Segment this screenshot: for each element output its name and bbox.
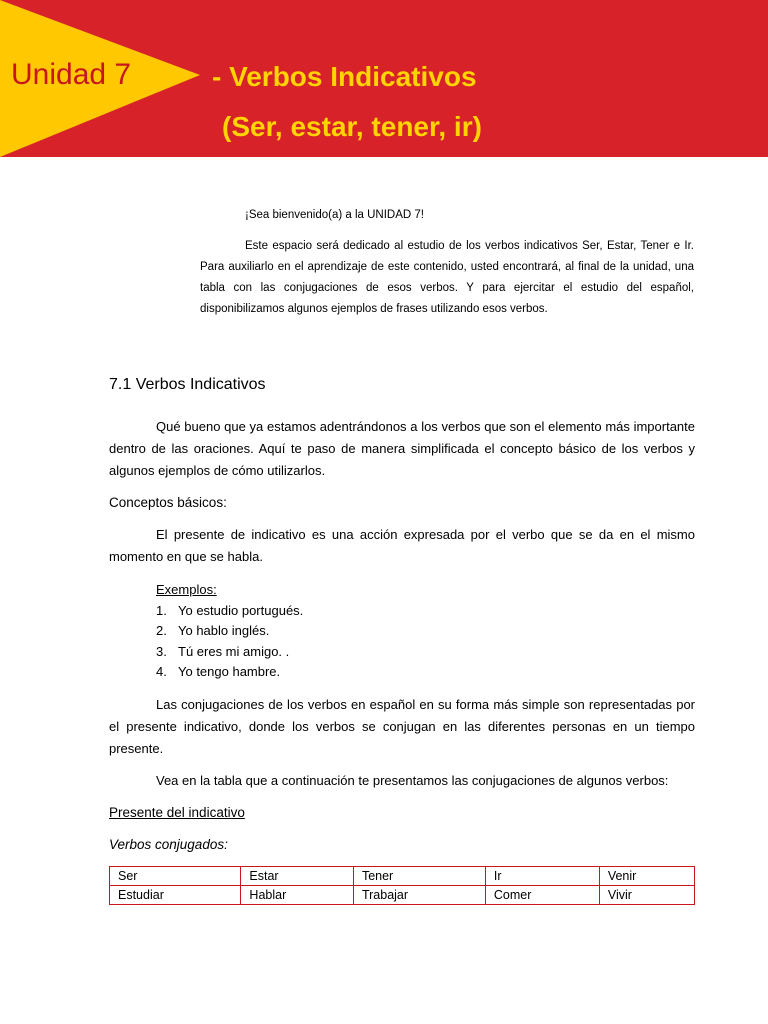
table-row bbox=[110, 885, 695, 904]
header-banner bbox=[0, 0, 768, 157]
list-text: Yo estudio portugués. bbox=[178, 602, 304, 618]
table-cell: Estar bbox=[241, 866, 354, 885]
paragraph-table-intro: Vea en la tabla que a continuación te presentamos las conjugaciones de algunos verbos: bbox=[156, 772, 669, 788]
welcome-text: ¡Sea bienvenido(a) a la UNIDAD 7! bbox=[245, 209, 424, 221]
intro-block bbox=[200, 205, 694, 320]
page-subtitle: (Ser, estar, tener, ir) bbox=[222, 111, 482, 142]
table-cell: Vivir bbox=[599, 885, 694, 904]
list-number: 3. bbox=[156, 643, 167, 659]
examples-title: Exemplos: bbox=[156, 582, 217, 597]
table-cell: Comer bbox=[485, 885, 599, 904]
list-item bbox=[156, 642, 695, 663]
paragraph-intro: Qué bueno que ya estamos adentrándonos a los verbos que son el elemento más importante dentro de las oraciones. Aquí te paso de manera simplificada el concepto básico de los verbos y algunos ejemplos de cómo utilizarlos. bbox=[109, 419, 695, 478]
list-text: Yo tengo hambre. bbox=[178, 664, 281, 679]
list-item bbox=[156, 601, 695, 622]
table-cell: Tener bbox=[353, 866, 485, 885]
table-row bbox=[110, 866, 695, 885]
list-text: Yo hablo inglés. bbox=[178, 623, 270, 638]
table-cell: Trabajar bbox=[353, 885, 485, 904]
table-cell: Ser bbox=[110, 866, 241, 885]
list-item bbox=[156, 621, 695, 642]
table-cell: Ir bbox=[485, 866, 599, 885]
paragraph-definition: El presente de indicativo es una acción expresada por el verbo que se da en el mismo momento en que se habla. bbox=[109, 527, 695, 564]
intro-paragraph: Este espacio será dedicado al estudio de los verbos indicativos Ser, Estar, Tener e Ir. Para auxiliarlo en el aprendizaje de este contenido, usted encontrará, al final de la unidad, una tabla con las conjugaciones de esos verbos. Y para ejercitar el estudio del español, disponibilizamos algunos ejemplos de frases utilizando esos verbos. bbox=[200, 240, 694, 315]
table-cell: Hablar bbox=[241, 885, 354, 904]
unit-label: Unidad 7 bbox=[11, 58, 132, 91]
page-title: - Verbos Indicativos bbox=[212, 61, 477, 92]
section-heading: 7.1 Verbos Indicativos bbox=[109, 376, 266, 393]
main-content bbox=[109, 372, 695, 905]
list-number: 1. bbox=[156, 602, 167, 618]
present-indicative-heading: Presente del indicativo bbox=[109, 804, 245, 820]
table-cell: Venir bbox=[599, 866, 694, 885]
table-cell: Estudiar bbox=[110, 885, 241, 904]
list-number: 4. bbox=[156, 664, 167, 679]
list-number: 2. bbox=[156, 623, 167, 638]
concepts-heading: Conceptos básicos: bbox=[109, 495, 227, 510]
verbs-table bbox=[109, 866, 695, 905]
examples-list bbox=[156, 601, 695, 683]
paragraph-conjugations: Las conjugaciones de los verbos en español en su forma más simple son representadas por el presente indicativo, donde los verbos se conjugan en las diferentes personas en un tiempo presente. bbox=[109, 696, 695, 756]
conjugated-verbs-label: Verbos conjugados: bbox=[109, 836, 228, 852]
examples-block bbox=[156, 580, 695, 683]
list-item bbox=[156, 662, 695, 683]
list-text: Tú eres mi amigo. . bbox=[178, 643, 290, 659]
